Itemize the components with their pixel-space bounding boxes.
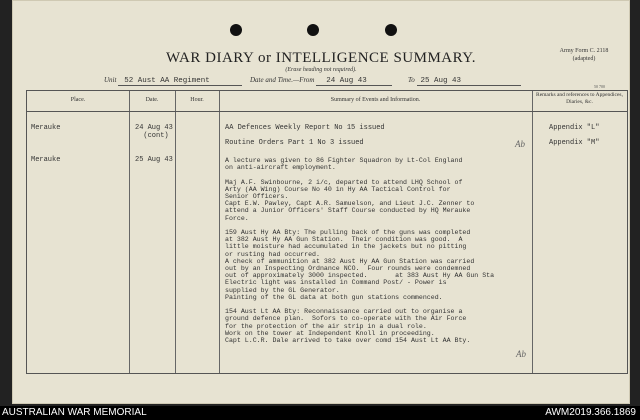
page-title: WAR DIARY or INTELLIGENCE SUMMARY.	[166, 50, 476, 66]
col-header-hour: Hour.	[190, 97, 204, 103]
pencil-initials: Ab	[516, 349, 526, 359]
entry-date: 24 Aug 43 (cont)	[135, 124, 173, 140]
punch-hole	[230, 24, 242, 36]
print-code: 50 700	[594, 84, 605, 89]
column-divider	[532, 91, 533, 373]
col-header-summary: Summary of Events and Information.	[330, 97, 421, 103]
diary-page	[12, 0, 630, 404]
column-divider	[219, 91, 220, 373]
column-divider	[129, 91, 130, 373]
form-adapted-line: (adapted)	[572, 56, 596, 62]
entry-place: Merauke	[31, 156, 61, 164]
entry-place: Merauke	[31, 124, 61, 132]
column-divider	[175, 91, 176, 373]
entry-remarks: Appendix "L" Appendix "M"	[549, 124, 600, 147]
date-to-line	[408, 76, 521, 86]
unit-line	[104, 76, 242, 86]
col-header-place: Place.	[70, 97, 86, 103]
date-to-value: 25 Aug 43	[417, 77, 521, 86]
header-divider	[27, 111, 627, 112]
date-to-label: To	[408, 76, 415, 84]
date-from-label: Date and Time.—From	[250, 76, 315, 84]
entry-summary: A lecture was given to 86 Fighter Squadron by Lt-Col England on anti-aircraft employment. Maj A.F. Swinbourne, 2 i/c, departed to attend LHQ School of Arty (AA Wing) Course No 40 in Hy AA Tactical Control for Senior Officers. Capt E.W. Pawley, Capt A.R. Samuelson, and Lieut J.C. Zenner to attend a Junior Officers' Staff Course conducted by HQ Merauke Force. 159 Aust Hy AA Bty: The pulling back of the guns was completed at 382 Aust Hy AA Gun Station. Their condition was good. A little moisture had accumulated in the jackets but no pitting or rusting had occurred. A check of ammunition at 382 Aust Hy AA Gun Station was carried out by an Inspecting Ordnance NCO. Four rounds were condemned out of approximately 3000 inspected. at 383 Aust Hy AA Gun Sta Electric light was installed in Command Post/ - Power is supplied by the GL Generator. Painting of the GL data at both gun stations commenced. 154 Aust Lt AA Bty: Reconnaissance carried out to organise a ground defence plan. Sofors to co-operate with the Air Force for the protection of the air strip in a dual role. Work on the tower at Independent Knoll in proceeding. Capt L.C.R. Dale arrived to take over comd 154 Aust Lt AA Bty.	[225, 157, 495, 345]
date-line	[250, 76, 392, 86]
archive-name: AUSTRALIAN WAR MEMORIAL	[2, 407, 147, 418]
unit-value: 52 Aust AA Regiment	[118, 77, 242, 86]
unit-label: Unit	[104, 76, 117, 84]
page-subtitle: (Erase heading not required).	[285, 67, 357, 73]
entry-summary: AA Defences Weekly Report No 15 issued Routine Orders Part 1 No 3 issued	[225, 124, 385, 147]
archive-caption-bar	[0, 406, 640, 420]
punch-hole	[307, 24, 319, 36]
pencil-initials: Ab	[515, 139, 525, 149]
diary-table	[26, 90, 628, 374]
entry-date: 25 Aug 43	[135, 156, 173, 164]
form-number-line: Army Form C. 2118	[559, 48, 609, 54]
date-from-value: 24 Aug 43	[316, 77, 392, 86]
archive-reference: AWM2019.366.1869	[545, 407, 636, 418]
col-header-date: Date.	[145, 97, 159, 103]
col-header-remarks: Remarks and references to Appendices, Diaries, &c.	[536, 92, 623, 105]
punch-hole	[385, 24, 397, 36]
